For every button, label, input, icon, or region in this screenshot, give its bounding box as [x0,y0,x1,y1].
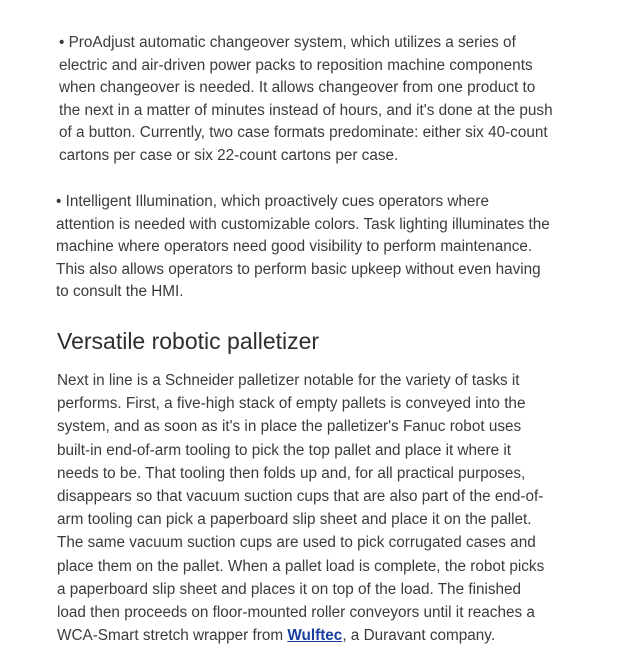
text-line: needs to be. That tooling then folds up and, for all practical purposes, [57,464,526,482]
text-line: performs. First, a five-high stack of empty pallets is conveyed into the [57,395,526,413]
text-line: a paperboard slip sheet and places it on top of the load. The finished [57,580,522,598]
text-line: system, and as soon as it's in place the palletizer's Fanuc robot uses [57,418,522,436]
text-line: load then proceeds on floor-mounted roller conveyors until it reaches a [57,603,535,621]
bullet-intelligent-illumination [56,191,550,304]
text-line: electric and air-driven power packs to reposition machine components [59,56,533,74]
palletizer-paragraph [57,369,544,647]
text-line: disappears so that vacuum suction cups that are also part of the end-of- [57,487,544,505]
text-line: the next in a matter of minutes instead of hours, and it's done at the push [59,101,553,119]
text-line-last [57,624,544,647]
text-line: • Intelligent Illumination, which proactively cues operators where [56,193,490,210]
bullet-proadjust [59,32,553,168]
text-line: to consult the HMI. [56,283,184,301]
text-segment: WCA-Smart stretch wrapper from [57,627,288,645]
text-line: arm tooling can pick a paperboard slip sheet and place it on the pallet. [57,511,532,529]
text-line: when changeover is needed. It allows changeover from one product to [59,79,536,97]
text-line: Next in line is a Schneider palletizer notable for the variety of tasks it [57,372,520,389]
text-line: The same vacuum suction cups are used to pick corrugated cases and [57,534,536,552]
text-line: cartons per case or six 22-count cartons per case. [59,146,399,164]
text-line: attention is needed with customizable colors. Task lighting illuminates the [56,215,550,233]
text-line: built-in end-of-arm tooling to pick the top pallet and place it where it [57,441,512,459]
wulftec-link[interactable]: Wulftec [287,627,343,645]
text-line: • ProAdjust automatic changeover system, which utilizes a series of [59,34,516,51]
text-line: This also allows operators to perform basic upkeep without even having [56,260,541,278]
text-line: place them on the pallet. When a pallet load is complete, the robot picks [57,557,545,575]
text-line: of a button. Currently, two case formats predominate: either six 40-count [59,124,548,142]
section-heading: Versatile robotic palletizer [57,328,320,354]
text-line: machine where operators need good visibility to perform maintenance. [56,238,533,256]
text-segment: , a Duravant company. [342,627,496,645]
